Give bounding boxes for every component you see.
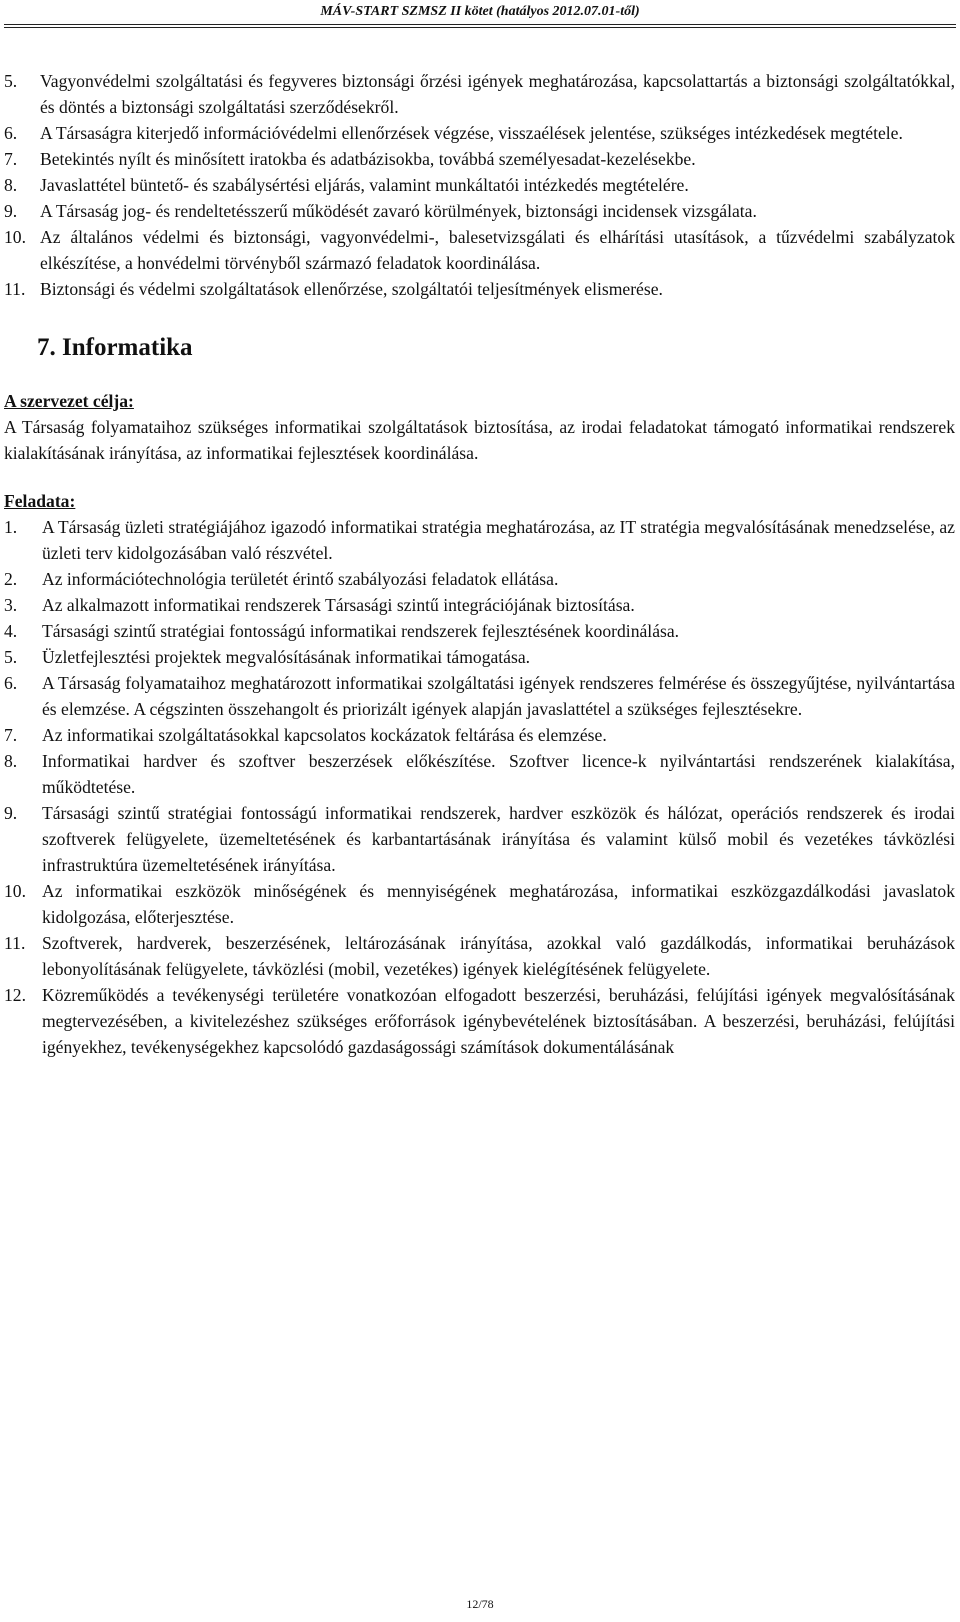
list-item-number: 12.: [4, 985, 26, 1005]
list-item-number: 10.: [4, 227, 26, 247]
list-item-text: Az információtechnológia területét érintő szabályozási feladatok ellátása.: [42, 569, 559, 589]
task-item: [0, 982, 955, 1060]
list-item-number: 10.: [4, 881, 26, 901]
list-item-number: 7.: [4, 725, 18, 745]
page-number: 12/78: [466, 1597, 494, 1611]
list-item: [0, 120, 955, 146]
task-item: [0, 800, 955, 878]
task-item: [0, 930, 955, 982]
header-divider: [4, 24, 956, 28]
list-item-number: 4.: [4, 621, 18, 641]
list-item-number: 8.: [4, 751, 18, 771]
section-title: 7. Informatika: [37, 334, 193, 361]
list-item-text: Vagyonvédelmi szolgáltatási és fegyveres biztonsági őrzési igények meghatározása, kapcsolattartás a biztonsági szolgáltatókkal, és döntés a biztonsági szolgáltatási szerződésekről.: [40, 71, 955, 117]
list-item-text: Informatikai hardver és szoftver beszerzések előkészítése. Szoftver licence-k nyilvántartási rendszerének kialakítása, működtetése.: [42, 751, 955, 797]
task-item: [0, 618, 955, 644]
list-item-number: 9.: [4, 803, 18, 823]
list-item-number: 2.: [4, 569, 18, 589]
list-item-text: Az általános védelmi és biztonsági, vagyonvédelmi-, balesetvizsgálati és elhárítási utasítások, a tűzvédelmi szabályzatok elkészítése, a honvédelmi törvényből származó feladatok koordinálása.: [40, 227, 955, 273]
list-item-number: 11.: [4, 279, 26, 299]
list-item-text: A Társaság folyamataihoz meghatározott informatikai szolgáltatási igények rendszeres felmérése és összegyűjtése, nyilvántartása és elemzése. A cégszinten összehangolt és priorizált igények alapján javaslattétel a szükséges fejlesztésekre.: [42, 673, 955, 719]
task-item: [0, 670, 955, 722]
task-item: [0, 592, 955, 618]
list-item-text: Betekintés nyílt és minősített iratokba és adatbázisokba, továbbá személyesadat-kezelésekbe.: [40, 149, 696, 169]
task-item: [0, 722, 955, 748]
list-item-text: Üzletfejlesztési projektek megvalósításának informatikai támogatása.: [42, 647, 531, 667]
list-item-number: 9.: [4, 201, 18, 221]
list-item-text: Társasági szintű stratégiai fontosságú informatikai rendszerek fejlesztésének koordinálása.: [42, 621, 680, 641]
list-item: [0, 146, 955, 172]
list-item: [0, 68, 955, 120]
task-item: [0, 878, 955, 930]
list-item-text: Biztonsági és védelmi szolgáltatások ellenőrzése, szolgáltatói teljesítmények elismerése.: [40, 279, 663, 299]
list-item-number: 6.: [4, 123, 18, 143]
list-item-number: 3.: [4, 595, 18, 615]
task-item: [0, 514, 955, 566]
list-item-number: 5.: [4, 71, 18, 91]
list-item: [0, 198, 955, 224]
list-item-number: 8.: [4, 175, 18, 195]
list-item-text: Szoftverek, hardverek, beszerzésének, leltározásának irányítása, azokkal való gazdálkodás, informatikai beruházások lebonyolításának felügyelete, távközlési (mobil, vezetékes) igények kielégítésének felügyelete.: [42, 933, 955, 979]
list-item-text: Javaslattétel büntető- és szabálysértési eljárás, valamint munkáltatói intézkedés megtételére.: [40, 175, 689, 195]
tasks-heading: Feladata:: [4, 491, 76, 511]
task-item: [0, 566, 955, 592]
page-header: MÁV-START SZMSZ II kötet (hatályos 2012.07.01-től): [320, 4, 640, 19]
list-item-text: Az informatikai szolgáltatásokkal kapcsolatos kockázatok feltárása és elemzése.: [42, 725, 607, 745]
list-item-text: Az alkalmazott informatikai rendszerek Társasági szintű integrációjának biztosítása.: [42, 595, 635, 615]
list-item-text: Az informatikai eszközök minőségének és mennyiségének meghatározása, informatikai eszközgazdálkodási javaslatok kidolgozása, előterjesztése.: [42, 881, 955, 927]
list-item: [0, 276, 955, 302]
list-item-number: 5.: [4, 647, 18, 667]
list-item-text: A Társaság jog- és rendeltetésszerű működését zavaró körülmények, biztonsági incidensek vizsgálata.: [40, 201, 757, 221]
list-item-number: 6.: [4, 673, 18, 693]
goal-heading: A szervezet célja:: [4, 391, 134, 411]
list-item-text: A Társaságra kiterjedő információvédelmi ellenőrzések végzése, visszaélések jelentése, szükséges intézkedések megtétele.: [40, 123, 903, 143]
list-item-number: 1.: [4, 517, 18, 537]
list-item-number: 7.: [4, 149, 18, 169]
goal-text: A Társaság folyamataihoz szükséges informatikai szolgáltatások biztosítása, az irodai feladatokat támogató informatikai rendszerek kialakításának irányítása, az informatikai fejlesztések koordinálása.: [4, 417, 955, 463]
list-item-number: 11.: [4, 933, 26, 953]
list-item: [0, 224, 955, 276]
security-tasks-list: [0, 68, 955, 302]
task-item: [0, 644, 955, 670]
document-body: [0, 68, 955, 1060]
it-tasks-list: [0, 514, 955, 1060]
list-item: [0, 172, 955, 198]
list-item-text: A Társaság üzleti stratégiájához igazodó informatikai stratégia meghatározása, az IT stratégia megvalósításának menedzselése, az üzleti terv kidolgozásában való részvétel.: [42, 517, 955, 563]
list-item-text: Közreműködés a tevékenységi területére vonatkozóan elfogadott beszerzési, beruházási, felújítási igények megvalósításának megtervezésében, a kivitelezéshez szükséges erőforrások igénybevételének biztosításában. A beszerzési, beruházási, felújítási igényekhez, tevékenységekhez kapcsolódó gazdaságossági számítások dokumentálásának: [42, 985, 955, 1057]
list-item-text: Társasági szintű stratégiai fontosságú informatikai rendszerek, hardver eszközök és hálózat, operációs rendszerek és irodai szoftverek felügyelete, üzemeltetésének és karbantartásának irányítása és valamint külső mobil és vezetékes távközlési infrastruktúra üzemeltetésének irányítása.: [42, 803, 955, 875]
task-item: [0, 748, 955, 800]
